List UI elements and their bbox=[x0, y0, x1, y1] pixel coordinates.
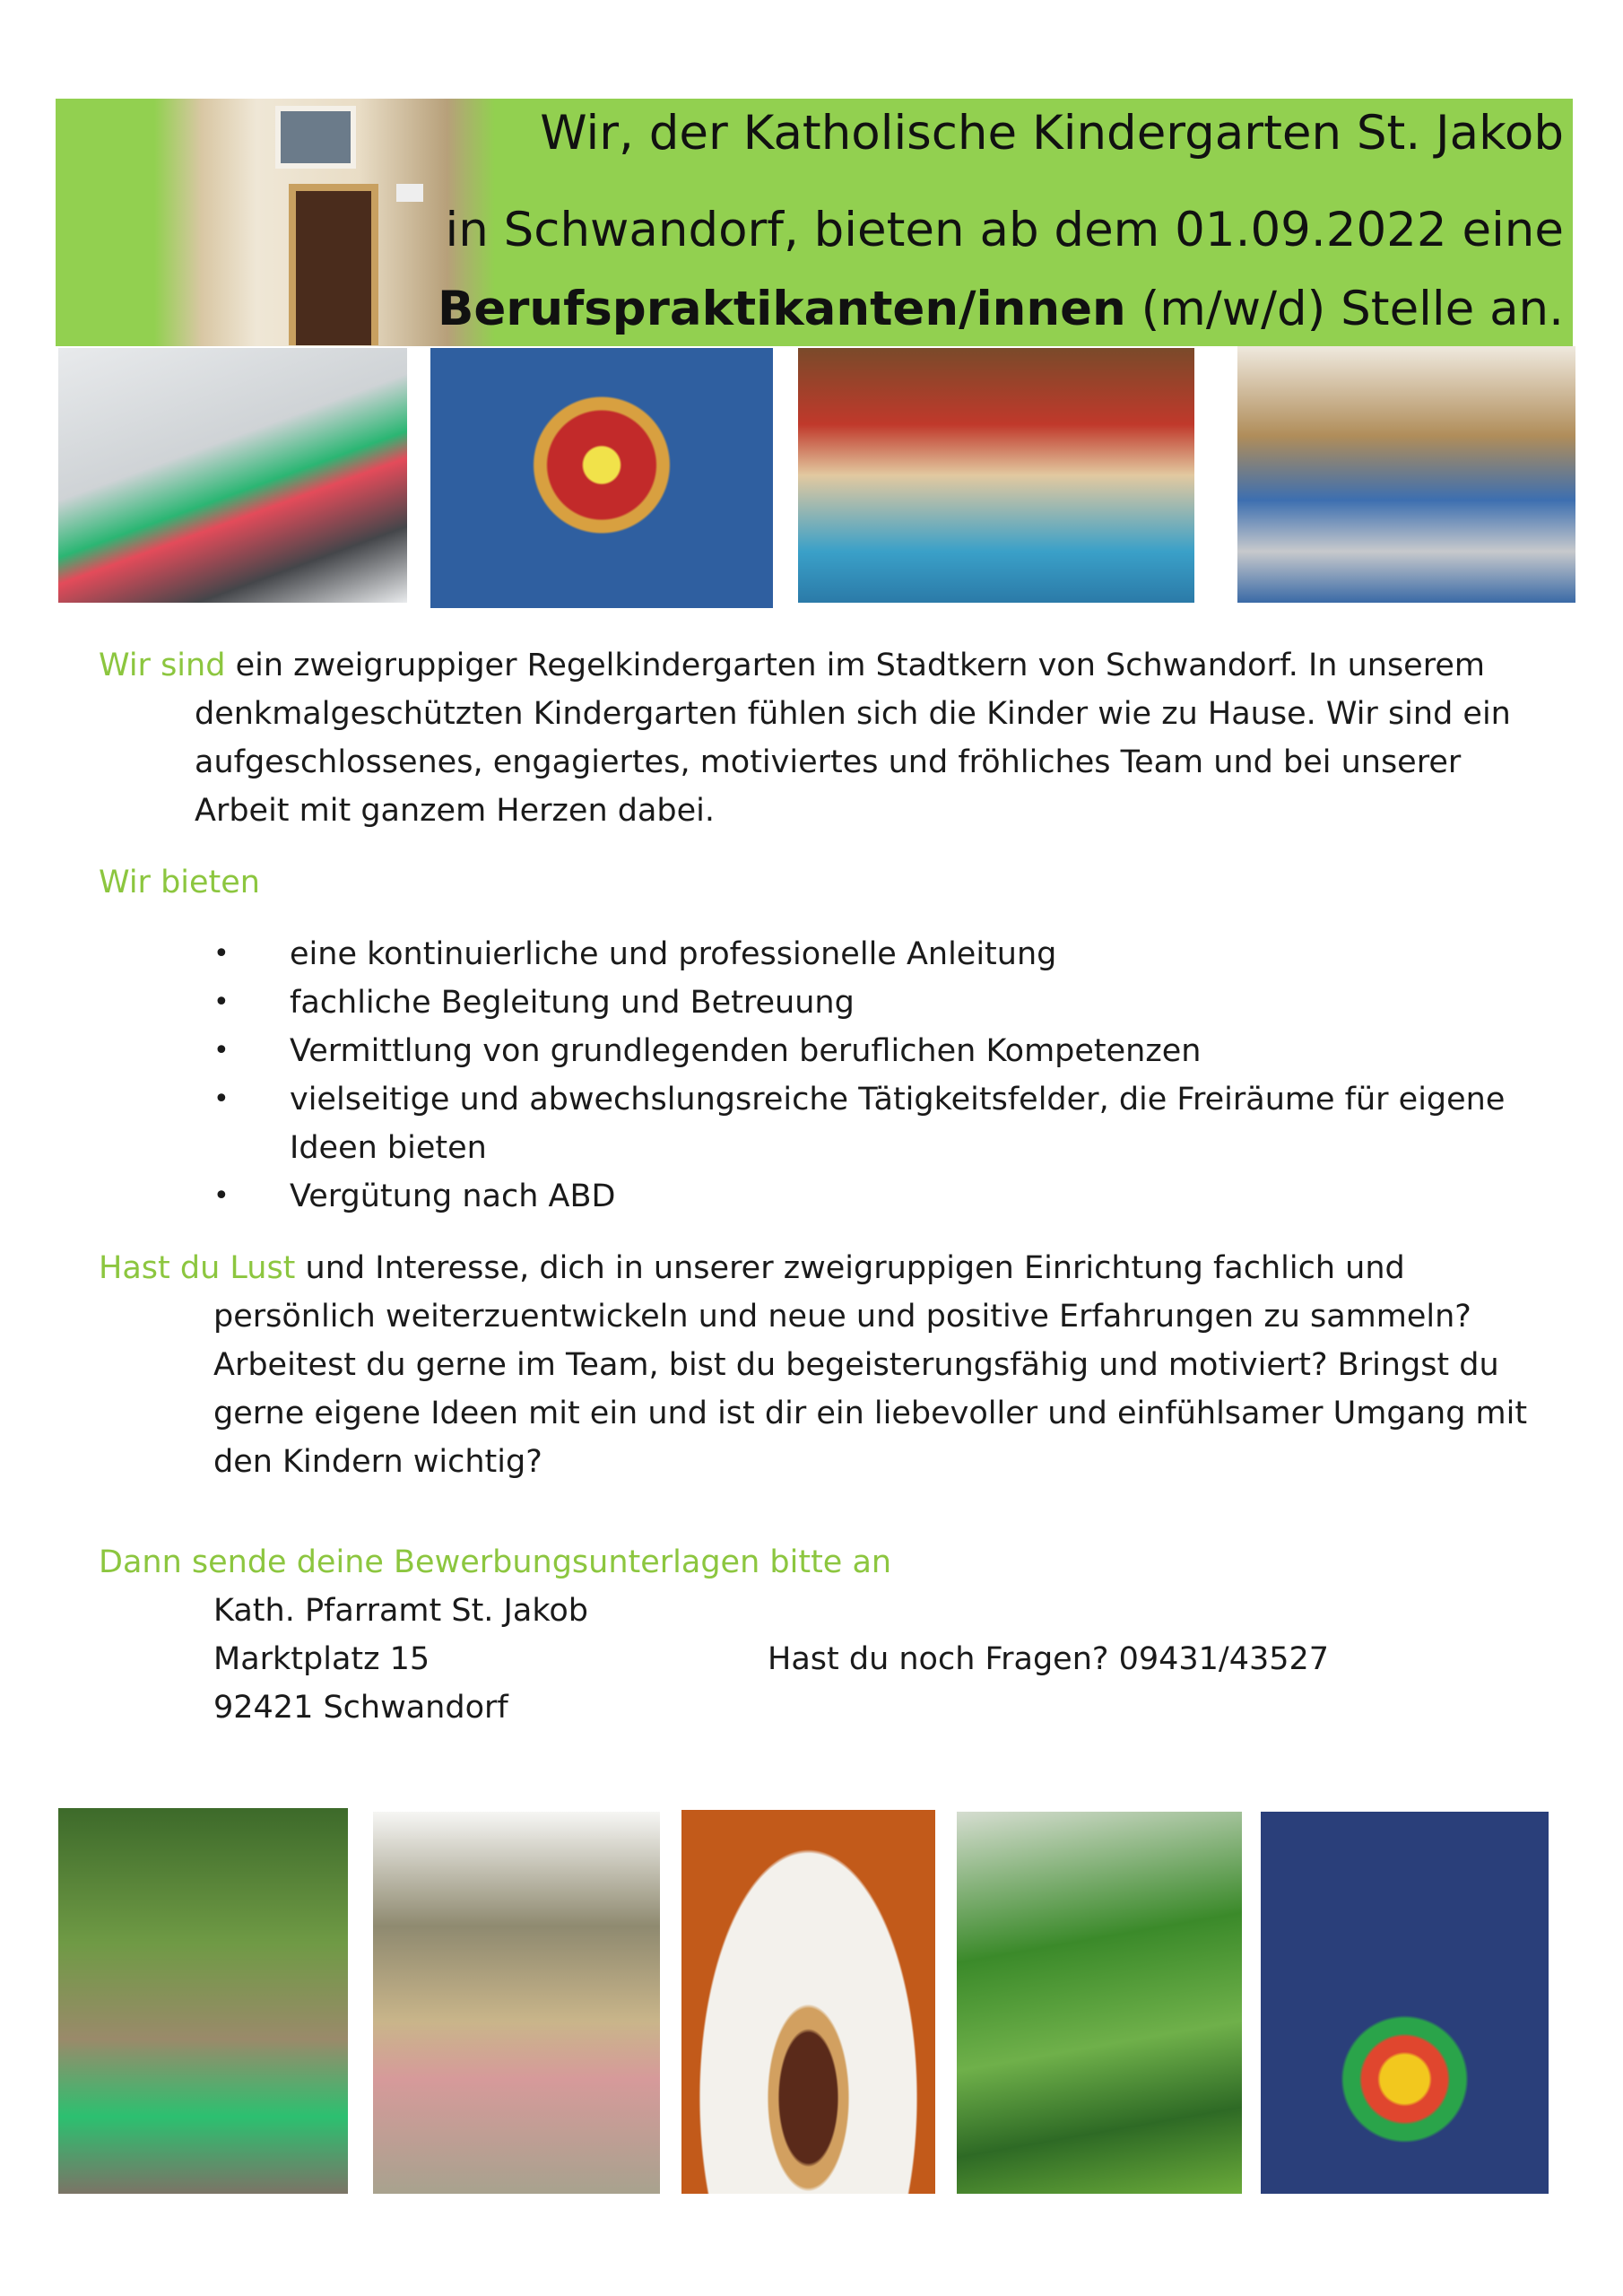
question-line-3: Arbeitest du gerne im Team, bist du begeisterungsfähig und motiviert? Bringst du bbox=[213, 1347, 1499, 1383]
photo-child-block-castle bbox=[798, 348, 1194, 603]
offer-item: eine kontinuierliche und professionelle Anleitung bbox=[290, 936, 1057, 972]
header-line-1: Wir, der Katholische Kindergarten St. Jakob bbox=[540, 106, 1564, 161]
bullet-icon: • bbox=[213, 1180, 230, 1212]
building-door bbox=[289, 184, 378, 345]
offer-item: Vergütung nach ABD bbox=[290, 1178, 616, 1214]
photo-children-sledding bbox=[58, 348, 407, 603]
header-banner bbox=[56, 99, 1573, 346]
photo-kindergarten-doorway bbox=[681, 1810, 935, 2194]
address-line-1: Kath. Pfarramt St. Jakob bbox=[213, 1593, 588, 1629]
photo-children-hobby-horses bbox=[373, 1812, 660, 2194]
address-line-2: Marktplatz 15 bbox=[213, 1641, 430, 1677]
photo-group-music-circle bbox=[1237, 346, 1575, 603]
building-window bbox=[275, 106, 356, 169]
question-lead: Hast du Lust bbox=[99, 1250, 296, 1286]
offer-heading: Wir bieten bbox=[99, 865, 260, 900]
position-suffix: (m/w/d) Stelle an. bbox=[1125, 282, 1564, 336]
question-line-5: den Kindern wichtig? bbox=[213, 1444, 542, 1480]
intro-line-2: denkmalgeschützten Kindergarten fühlen sich die Kinder wie zu Hause. Wir sind ein bbox=[195, 696, 1511, 732]
header-line-2: in Schwandorf, bieten ab dem 01.09.2022 eine bbox=[445, 203, 1564, 257]
offer-item: vielseitige und abwechslungsreiche Tätigkeitsfelder, die Freiräume für eigene bbox=[290, 1082, 1506, 1118]
intro-line-3: aufgeschlossenes, engagiertes, motiviertes und fröhliches Team und bei unserer bbox=[195, 744, 1462, 780]
question-line-1: Hast du Lust und Interesse, dich in unserer zweigruppigen Einrichtung fachlich und bbox=[99, 1250, 1405, 1286]
photo-child-watering-garden bbox=[957, 1812, 1242, 2194]
intro-lead: Wir sind bbox=[99, 648, 226, 683]
address-line-3: 92421 Schwandorf bbox=[213, 1690, 508, 1726]
offer-item-continuation: Ideen bieten bbox=[290, 1130, 487, 1166]
header-line-3 bbox=[437, 282, 1564, 336]
bullet-icon: • bbox=[213, 938, 230, 970]
bullet-icon: • bbox=[213, 987, 230, 1018]
intro-line-1: Wir sind ein zweigruppiger Regelkindergarten im Stadtkern von Schwandorf. In unserem bbox=[99, 648, 1485, 683]
intro-line-4: Arbeit mit ganzem Herzen dabei. bbox=[195, 793, 716, 829]
question-line-2: persönlich weiterzuentwickeln und neue und positive Erfahrungen zu sammeln? bbox=[213, 1299, 1471, 1335]
offer-item: fachliche Begleitung und Betreuung bbox=[290, 985, 855, 1021]
offer-item: Vermittlung von grundlegenden beruflichen Kompetenzen bbox=[290, 1033, 1202, 1069]
contact-heading: Dann sende deine Bewerbungsunterlagen bitte an bbox=[99, 1544, 892, 1580]
bullet-icon: • bbox=[213, 1083, 230, 1115]
position-title: Berufspraktikanten/innen bbox=[437, 282, 1126, 336]
contact-phone: Hast du noch Fragen? 09431/43527 bbox=[768, 1641, 1330, 1677]
bullet-icon: • bbox=[213, 1035, 230, 1066]
question-line-4: gerne eigene Ideen mit ein und ist dir ein liebevoller und einfühlsamer Umgang mit bbox=[213, 1396, 1528, 1431]
photo-children-water-channel bbox=[58, 1808, 348, 2194]
photo-floor-mandala bbox=[430, 348, 773, 608]
house-number-plaque bbox=[396, 184, 423, 202]
photo-child-rainbow-toy bbox=[1261, 1812, 1549, 2194]
